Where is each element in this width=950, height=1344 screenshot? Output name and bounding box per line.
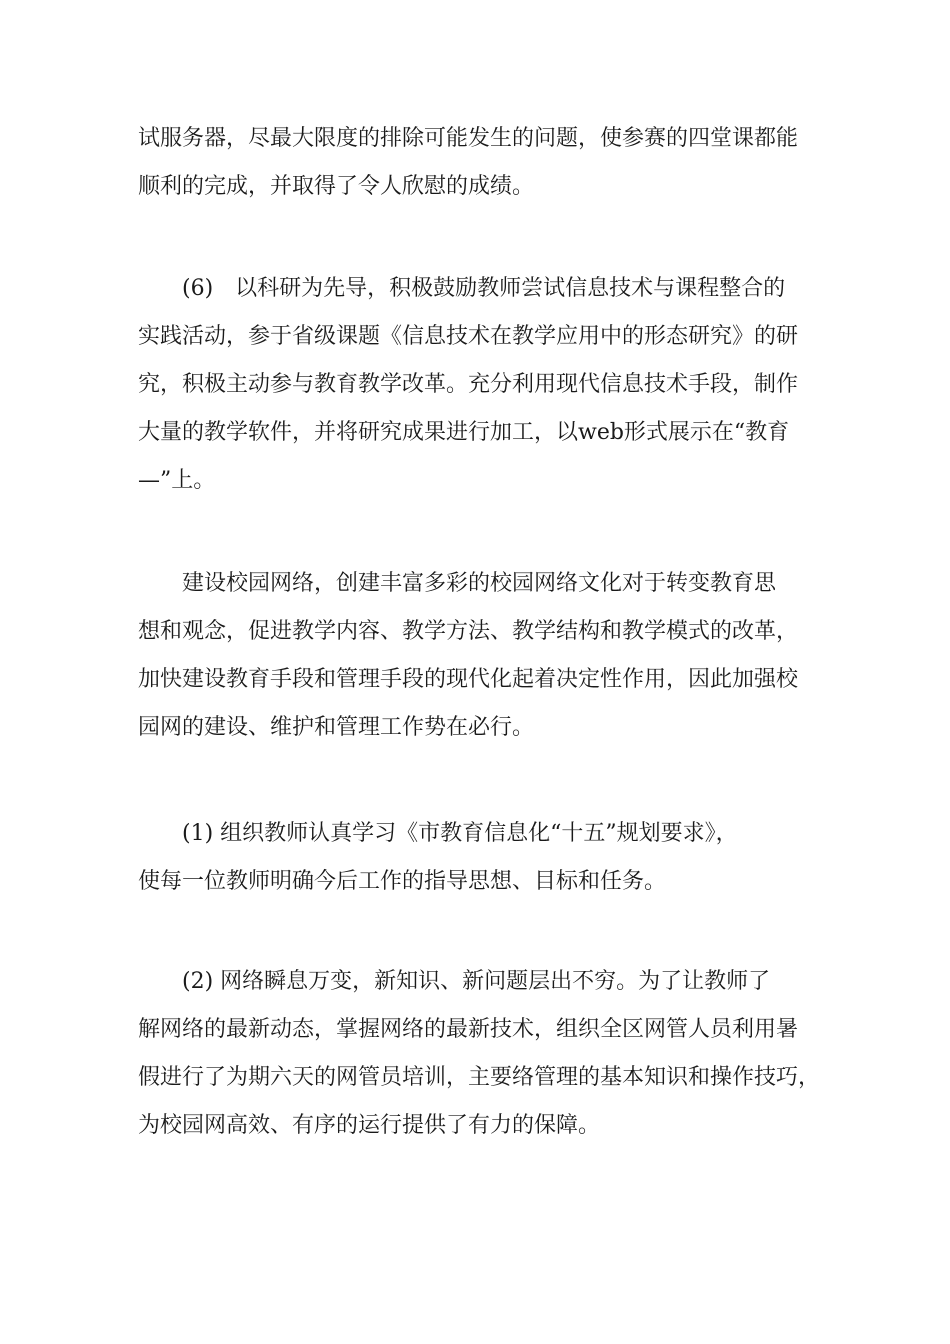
paragraph-item-1 <box>138 810 828 906</box>
text-line: 试服务器，尽最大限度的排除可能发生的问题，使参赛的四堂课都能 <box>138 126 799 151</box>
text-line: 大量的教学软件，并将研究成果进行加工，以web形式展示在“教育 <box>138 420 790 445</box>
text-line: —”上。 <box>138 468 216 493</box>
paragraph-item-2 <box>138 958 828 1150</box>
paragraph-server-test <box>138 115 828 211</box>
text-line: 为校园网高效、有序的运行提供了有力的保障。 <box>138 1113 601 1138</box>
text-line: (2) 网络瞬息万变，新知识、新问题层出不穷。为了让教师了 <box>138 969 771 994</box>
text-line: 园网的建设、维护和管理工作势在必行。 <box>138 715 535 740</box>
text-line: 使每一位教师明确今后工作的指导思想、目标和任务。 <box>138 869 667 894</box>
paragraph-campus-network <box>138 560 828 752</box>
text-line: 建设校园网络，创建丰富多彩的校园网络文化对于转变教育思 <box>138 571 777 596</box>
text-line: 加快建设教育手段和管理手段的现代化起着决定性作用，因此加强校 <box>138 667 799 692</box>
text-line: 想和观念，促进教学内容、教学方法、教学结构和教学模式的改革， <box>138 619 799 644</box>
text-line: (6) 以科研为先导，积极鼓励教师尝试信息技术与课程整合的 <box>138 276 786 301</box>
text-line: 顺利的完成，并取得了令人欣慰的成绩。 <box>138 174 535 199</box>
text-line: 实践活动，参于省级课题《信息技术在教学应用中的形态研究》的研 <box>138 324 799 349</box>
text-line: 究，积极主动参与教育教学改革。充分利用现代信息技术手段，制作 <box>138 372 799 397</box>
text-line: 假进行了为期六天的网管员培训，主要络管理的基本知识和操作技巧， <box>138 1065 821 1090</box>
text-line: (1) 组织教师认真学习《市教育信息化“十五”规划要求》， <box>138 821 738 846</box>
paragraph-research-6 <box>138 265 828 505</box>
text-line: 解网络的最新动态，掌握网络的最新技术，组织全区网管人员利用暑 <box>138 1017 799 1042</box>
